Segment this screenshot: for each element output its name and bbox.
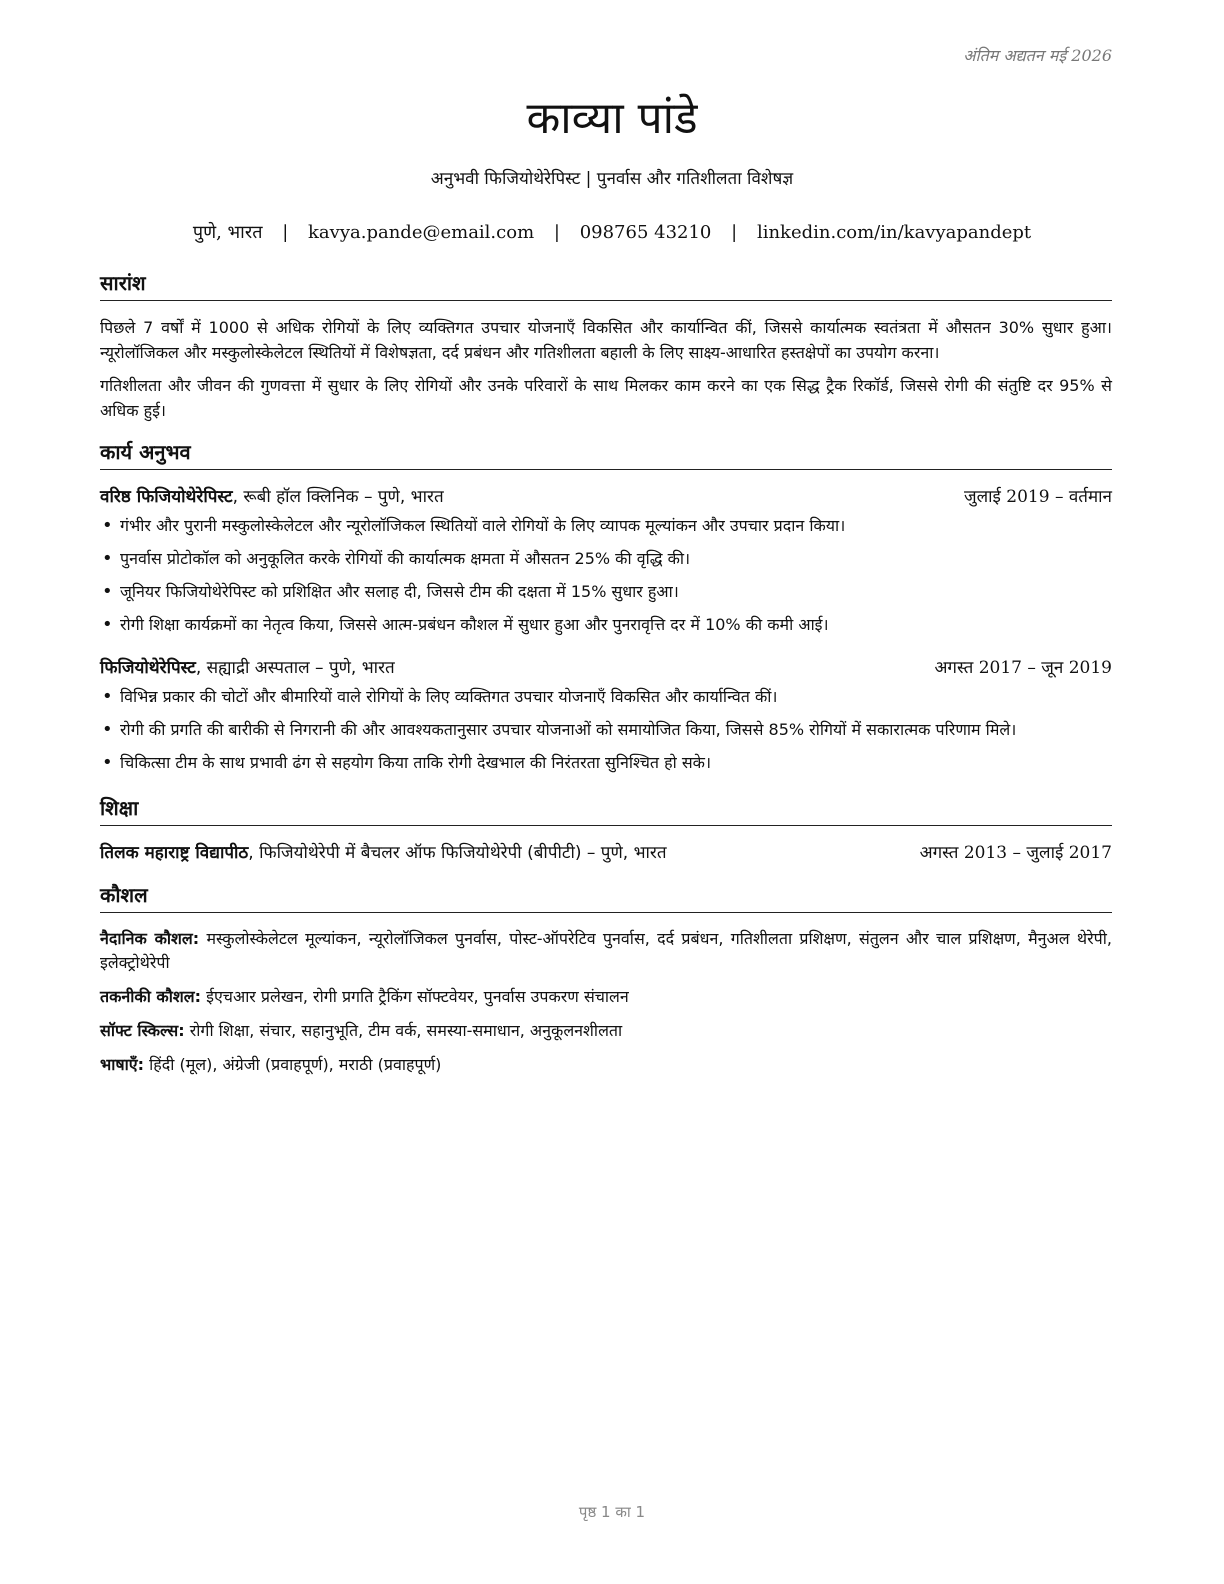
job-header xyxy=(100,655,1112,681)
skill-value: मस्कुलोस्केलेटल मूल्यांकन, न्यूरोलॉजिकल पुनर्वास, पोस्ट-ऑपरेटिव पुनर्वास, दर्द प्रबंधन, गतिशीलता प्रशिक्षण, संतुलन और चाल प्रशिक्षण, मैनुअल थेरेपी, इलेक्ट्रोथेरेपी xyxy=(100,929,1112,972)
contact-separator: | xyxy=(731,222,738,243)
education-heading: शिक्षा xyxy=(100,793,1112,826)
job-org: , रूबी हॉल क्लिनिक – पुणे, भारत xyxy=(232,487,444,507)
contact-separator: | xyxy=(282,222,289,243)
education-entry xyxy=(100,840,1112,866)
summary-paragraph: पिछले 7 वर्षों में 1000 से अधिक रोगियों के लिए व्यक्तिगत उपचार योजनाएँ विकसित और कार्यान्वित कीं, जिससे कार्यात्मक स्वतंत्रता में औसतन 30% सुधार हुआ। न्यूरोलॉजिकल और मस्कुलोस्केलेटल स्थितियों में विशेषज्ञता, दर्द प्रबंधन और गतिशीलता बहाली के लिए साक्ष्य-आधारित हस्तक्षेपों का उपयोग करना। xyxy=(100,318,1112,362)
skill-row xyxy=(100,1053,1112,1077)
job-entry xyxy=(100,484,1112,637)
list-item: • रोगी की प्रगति की बारीकी से निगरानी की और आवश्यकतानुसार उपचार योजनाओं को समायोजित किया, जिससे 85% रोगियों में सकारात्मक परिणाम मिले। xyxy=(100,718,1112,742)
job-header xyxy=(100,484,1112,510)
experience-heading: कार्य अनुभव xyxy=(100,437,1112,470)
contact-phone[interactable]: 098765 43210 xyxy=(579,222,712,243)
job-bullets xyxy=(100,514,1112,637)
job-dates: जुलाई 2019 – वर्तमान xyxy=(963,487,1112,507)
job-org: , सह्याद्री अस्पताल – पुणे, भारत xyxy=(195,658,395,678)
education-degree: , फिजियोथेरेपी में बैचलर ऑफ फिजियोथेरेपी (बीपीटी) – पुणे, भारत xyxy=(248,843,667,863)
skill-row xyxy=(100,985,1112,1009)
job-title-line xyxy=(100,484,444,510)
summary-section xyxy=(100,268,1112,423)
contact-separator: | xyxy=(553,222,560,243)
page-number: पृष्ठ 1 का 1 xyxy=(578,1503,646,1521)
skills-section xyxy=(100,880,1112,1077)
experience-section xyxy=(100,437,1112,775)
education-dates: अगस्त 2013 – जुलाई 2017 xyxy=(919,843,1112,863)
job-bullets xyxy=(100,685,1112,775)
skill-label: सॉफ्ट स्किल्स: xyxy=(100,1021,185,1040)
last-updated: अंतिम अद्यतन मई 2026 xyxy=(963,46,1112,65)
contact-linkedin[interactable]: linkedin.com/in/kavyapandept xyxy=(756,222,1032,243)
job-role: वरिष्ठ फिजियोथेरेपिस्ट xyxy=(100,487,233,507)
skill-value: रोगी शिक्षा, संचार, सहानुभूति, टीम वर्क, समस्या-समाधान, अनुकूलनशीलता xyxy=(184,1021,623,1040)
list-item: • रोगी शिक्षा कार्यक्रमों का नेतृत्व किया, जिससे आत्म-प्रबंधन कौशल में सुधार हुआ और पुनरावृत्ति दर में 10% की कमी आई। xyxy=(100,613,1112,637)
resume-body xyxy=(100,268,1112,1091)
list-item: • जूनियर फिजियोथेरेपिस्ट को प्रशिक्षित और सलाह दी, जिससे टीम की दक्षता में 15% सुधार हुआ। xyxy=(100,580,1112,604)
job-entry xyxy=(100,655,1112,775)
summary-heading: सारांश xyxy=(100,268,1112,301)
job-role: फिजियोथेरेपिस्ट xyxy=(100,658,196,678)
skill-value: ईएचआर प्रलेखन, रोगी प्रगति ट्रैकिंग सॉफ्टवेयर, पुनर्वास उपकरण संचालन xyxy=(201,987,629,1006)
resume-name: काव्या पांडे xyxy=(526,93,698,144)
list-item: • गंभीर और पुरानी मस्कुलोस्केलेटल और न्यूरोलॉजिकल स्थितियों वाले रोगियों के लिए व्यापक मूल्यांकन और उपचार प्रदान किया। xyxy=(100,514,1112,538)
skill-label: तकनीकी कौशल: xyxy=(100,987,201,1006)
job-title-line xyxy=(100,655,395,681)
skill-value: हिंदी (मूल), अंग्रेजी (प्रवाहपूर्ण), मराठी (प्रवाहपूर्ण) xyxy=(144,1055,442,1074)
education-institution: तिलक महाराष्ट्र विद्यापीठ xyxy=(100,843,249,863)
skills-heading: कौशल xyxy=(100,880,1112,913)
contact-line xyxy=(0,220,1224,244)
education-section xyxy=(100,793,1112,866)
skill-row xyxy=(100,1019,1112,1043)
skill-row xyxy=(100,927,1112,975)
skill-label: भाषाएँ: xyxy=(100,1055,145,1074)
list-item: • पुनर्वास प्रोटोकॉल को अनुकूलित करके रोगियों की कार्यात्मक क्षमता में औसतन 25% की वृद्धि की। xyxy=(100,547,1112,571)
skill-label: नैदानिक कौशल: xyxy=(100,929,200,948)
summary-paragraph: गतिशीलता और जीवन की गुणवत्ता में सुधार के लिए रोगियों और उनके परिवारों के साथ मिलकर काम करने का एक सिद्ध ट्रैक रिकॉर्ड, जिससे रोगी की संतुष्टि दर 95% से अधिक हुई। xyxy=(100,376,1112,420)
list-item: • विभिन्न प्रकार की चोटों और बीमारियों वाले रोगियों के लिए व्यक्तिगत उपचार योजनाएँ विकसित और कार्यान्वित कीं। xyxy=(100,685,1112,709)
resume-tagline: अनुभवी फिजियोथेरेपिस्ट | पुनर्वास और गतिशीलता विशेषज्ञ xyxy=(430,169,794,189)
job-dates: अगस्त 2017 – जून 2019 xyxy=(934,658,1112,678)
list-item: • चिकित्सा टीम के साथ प्रभावी ढंग से सहयोग किया ताकि रोगी देखभाल की निरंतरता सुनिश्चित हो सके। xyxy=(100,751,1112,775)
contact-email[interactable]: kavya.pande@email.com xyxy=(308,222,535,243)
contact-location: पुणे, भारत xyxy=(192,222,263,243)
education-line xyxy=(100,840,667,866)
